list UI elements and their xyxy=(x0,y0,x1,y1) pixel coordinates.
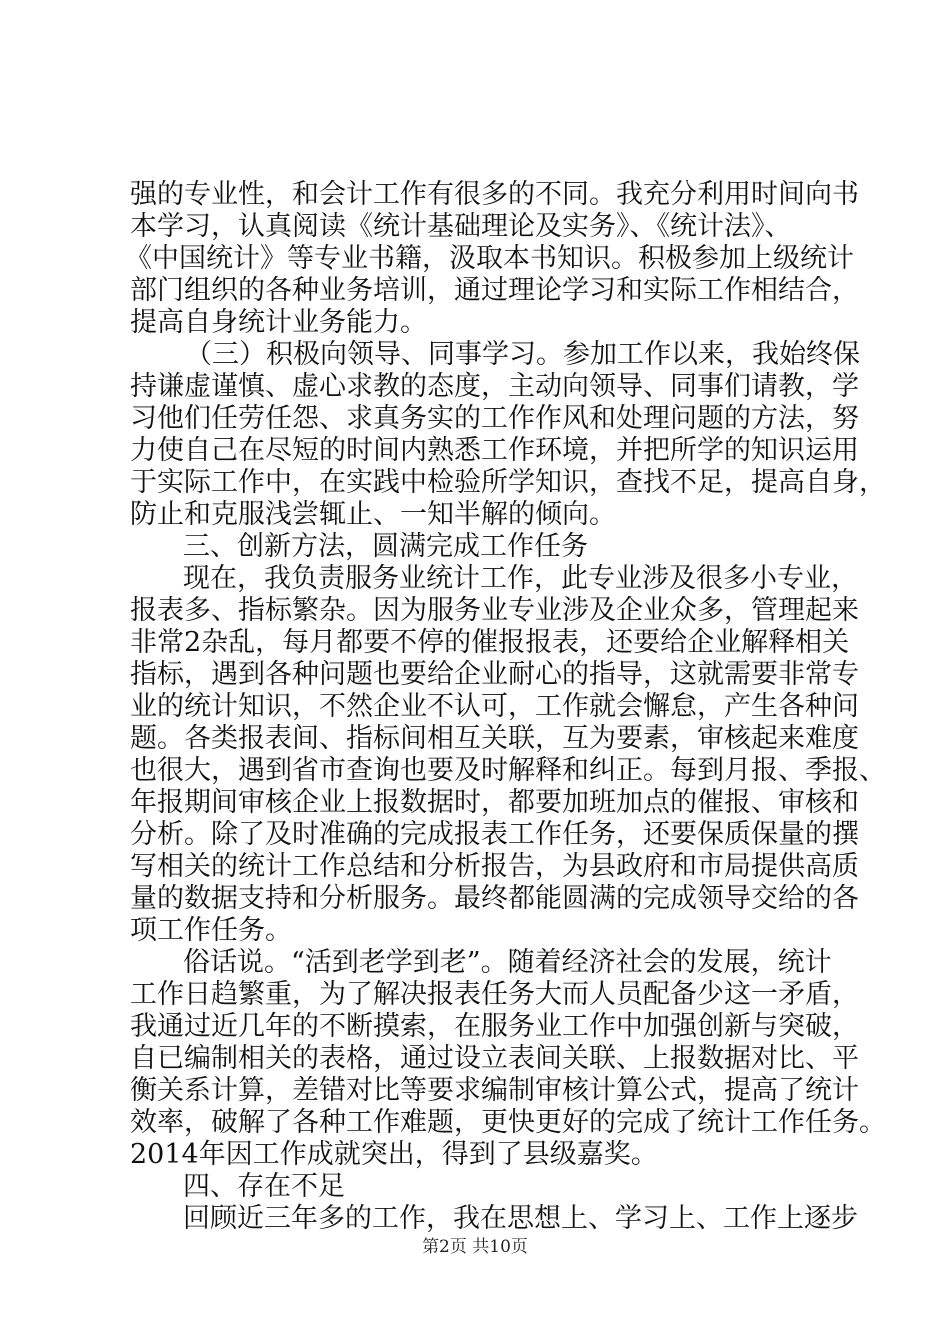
text-line: 2014年因工作成就突出，得到了县级嘉奖。 xyxy=(130,1139,658,1170)
text-line: 强的专业性，和会计工作有很多的不同。我充分利用时间向书 xyxy=(130,179,859,210)
text-line: 年报期间审核企业上报数据时，都要加班加点的催报、审核和 xyxy=(130,787,859,818)
text-line: 防止和克服浅尝辄止、一知半解的倾向。 xyxy=(130,499,616,530)
text-line: 持谦虚谨慎、虚心求教的态度，主动向领导、同事们请教，学 xyxy=(130,371,859,402)
text-line: 力使自己在尽短的时间内熟悉工作环境，并把所学的知识运用 xyxy=(130,435,859,466)
page-number-footer: 第2页 共10页 xyxy=(422,1237,528,1257)
text-line: 分析。除了及时准确的完成报表工作任务，还要保质保量的撰 xyxy=(130,819,859,850)
text-line: 报表多、指标繁杂。因为服务业专业涉及企业众多，管理起来 xyxy=(130,595,859,626)
text-line: 也很大，遇到省市查询也要及时解释和纠正。每到月报、季报、 xyxy=(130,755,886,786)
text-line: 习他们任劳任怨、求真务实的工作作风和处理问题的方法，努 xyxy=(130,403,859,434)
text-line: 题。各类报表间、指标间相互关联，互为要素，审核起来难度 xyxy=(130,723,859,754)
text-line: 本学习，认真阅读《统计基础理论及实务》、《统计法》、 xyxy=(130,211,792,242)
text-line: 业的统计知识，不然企业不认可，工作就会懈怠，产生各种问 xyxy=(130,691,859,722)
text-line: 《中国统计》等专业书籍，汲取本书知识。积极参加上级统计 xyxy=(125,243,854,274)
text-line: 衡关系计算，差错对比等要求编制审核计算公式，提高了统计 xyxy=(130,1075,859,1106)
text-line: 提高自身统计业务能力。 xyxy=(130,307,427,338)
text-line: （三）积极向领导、同事学习。参加工作以来，我始终保 xyxy=(185,339,860,370)
text-line: 写相关的统计工作总结和分析报告，为县政府和市局提供高质 xyxy=(130,851,859,882)
section-heading: 四、存在不足 xyxy=(183,1171,345,1202)
text-line: 于实际工作中，在实践中检验所学知识，查找不足，提高自身， xyxy=(130,467,886,498)
text-line: 项工作任务。 xyxy=(130,915,292,946)
text-line: 我通过近几年的不断摸索，在服务业工作中加强创新与突破， xyxy=(130,1011,859,1042)
text-line: 现在，我负责服务业统计工作，此专业涉及很多小专业， xyxy=(183,563,858,594)
text-line: 部门组织的各种业务培训，通过理论学习和实际工作相结合， xyxy=(130,275,859,306)
text-line: 效率，破解了各种工作难题，更快更好的完成了统计工作任务。 xyxy=(130,1107,886,1138)
text-line: 自已编制相关的表格，通过设立表间关联、上报数据对比、平 xyxy=(130,1043,859,1074)
text-line: 指标，遇到各种问题也要给企业耐心的指导，这就需要非常专 xyxy=(130,659,859,690)
text-line: 量的数据支持和分析服务。最终都能圆满的完成领导交给的各 xyxy=(130,883,859,914)
section-heading: 三、创新方法，圆满完成工作任务 xyxy=(183,531,588,562)
text-line: 非常2杂乱，每月都要不停的催报报表，还要给企业解释相关 xyxy=(130,627,850,658)
text-line: 俗话说。“活到老学到老”。随着经济社会的发展，统计 xyxy=(183,947,832,978)
text-line: 工作日趋繁重，为了解决报表任务大而人员配备少这一矛盾， xyxy=(130,979,859,1010)
text-line: 回顾近三年多的工作，我在思想上、学习上、工作上逐步 xyxy=(183,1203,858,1234)
